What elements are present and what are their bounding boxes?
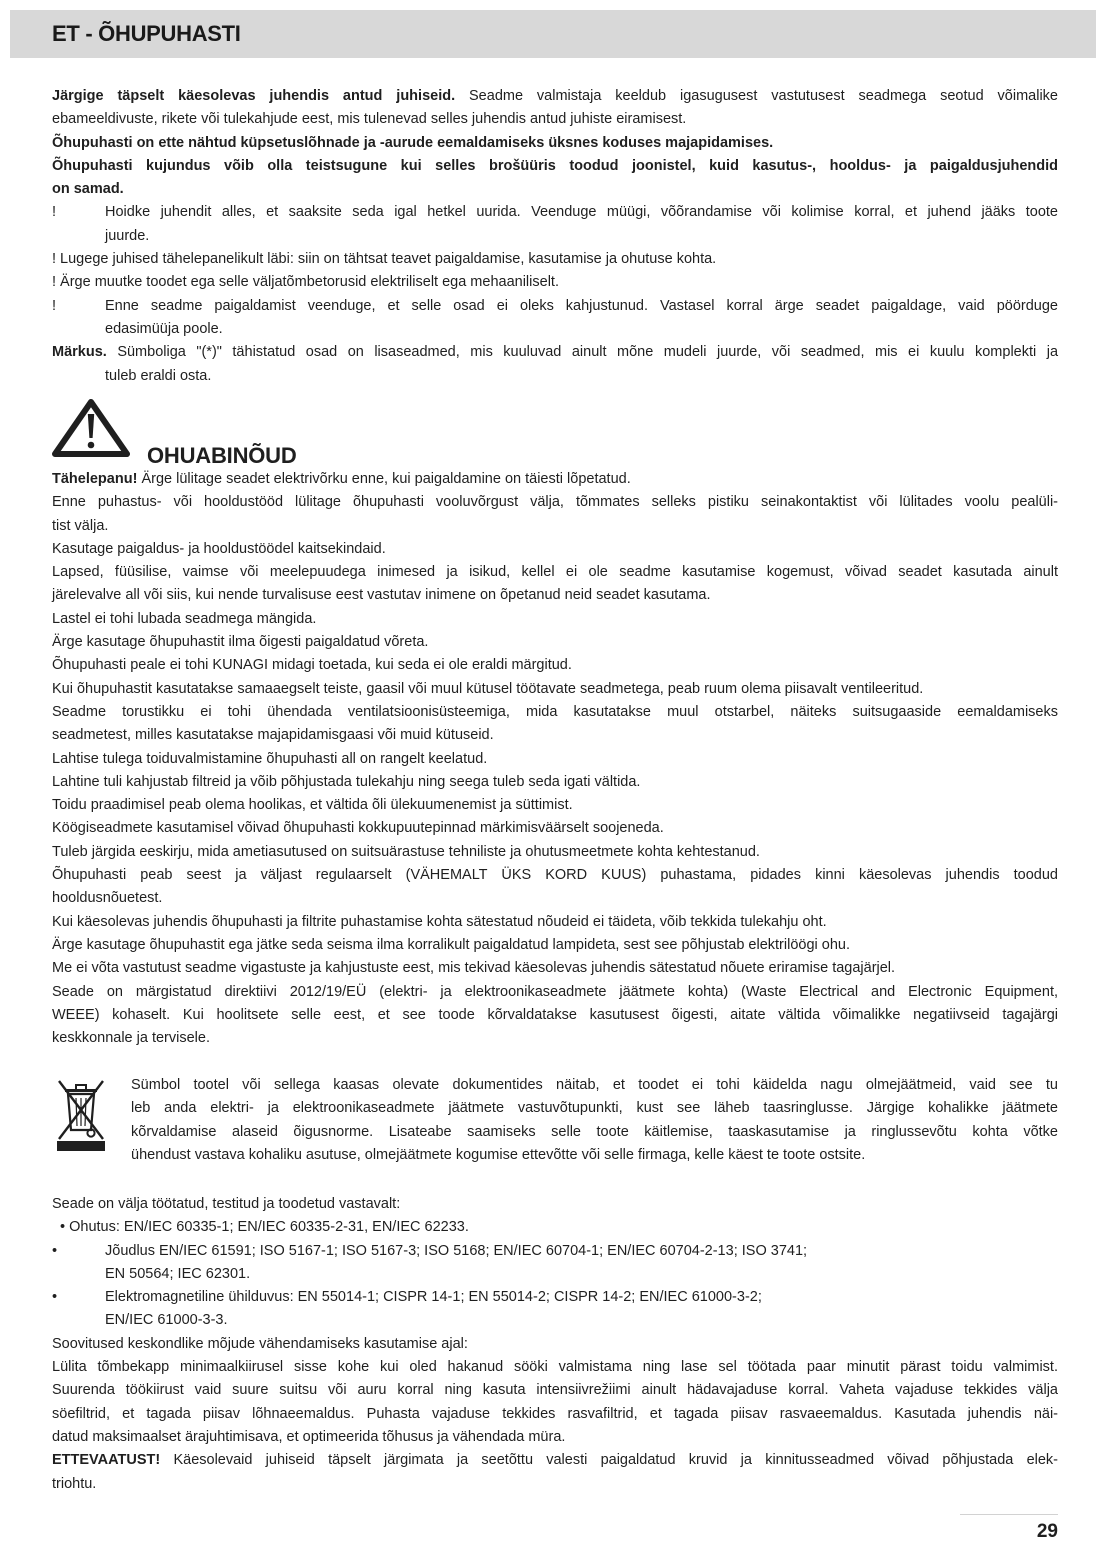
standard-text-continued: EN 50564; IEC 62301. bbox=[105, 1265, 251, 1282]
notice-text: Hoidke juhendit alles, et saaksite seda igal hetkel uurida. Veenduge müügi, võõrandamise või kolimise korral, et juhend jääks toote bbox=[105, 204, 1058, 221]
note-line bbox=[52, 341, 1058, 364]
safety-line: Seade on märgistatud direktiivi 2012/19/EÜ (elektri- ja elektroonikaseadmete jäätmete kohta) (Waste Electrical and Electronic Equipment, bbox=[52, 983, 1058, 1000]
safety-line: tist välja. bbox=[52, 517, 109, 534]
notice-text: ! Lugege juhised tähelepanelikult läbi: siin on tähtsat teavet paigaldamise, kasutamise ja ohutuse kohta. bbox=[52, 251, 717, 268]
design-note: Õhupuhasti kujundus võib olla teistsugune kui selles brošüüris toodud joonistel, kuid kasutus-, hooldus- ja paigaldusjuhendid bbox=[52, 157, 1058, 174]
attention-label: Tähelepanu! bbox=[52, 471, 138, 487]
intro-line bbox=[52, 85, 1058, 108]
safety-line: hooldusnõuetest. bbox=[52, 890, 163, 907]
safety-line: Lapsed, füüsilise, vaimse või meelepuudega inimesed ja isikud, kellel ei ole seadme kasutamise kogemust, võivad seadet kasutada ainult bbox=[52, 564, 1058, 581]
safety-line: keskkonnale ja tervisele. bbox=[52, 1030, 210, 1047]
standard-text: Elektromagnetiline ühilduvus: EN 55014-1; CISPR 14-1; EN 55014-2; CISPR 14-2; EN/IEC 61000-3-2; bbox=[105, 1289, 762, 1306]
safety-line: Kasutage paigaldus- ja hooldustöödel kaitsekindaid. bbox=[52, 540, 386, 557]
safety-line: Me ei võta vastutust seadme vigastuste ja kahjustuste eest, mis tekivad käesolevas juhendis sätestatud nõuete eriramise tagajärjel. bbox=[52, 960, 896, 977]
exclamation-mark: ! bbox=[52, 297, 57, 314]
bullet: • bbox=[52, 1289, 58, 1306]
safety-line: Ärge kasutage õhupuhastit ega jätke seda seisma ilma korralikult paigaldatud lampideta, sest see põhjustab elektrilöögi ohu. bbox=[52, 936, 850, 953]
safety-heading: OHUABINÕUD bbox=[147, 443, 297, 468]
notice-item bbox=[52, 295, 1058, 342]
safety-line: Õhupuhasti peale ei tohi KUNAGI midagi toetada, kui seda ei ole eraldi märgitud. bbox=[52, 657, 572, 674]
standard-text-continued: EN/IEC 61000-3-3. bbox=[105, 1312, 228, 1329]
section-header-bar bbox=[10, 10, 1096, 58]
safety-line: Seadme torustikku ei tohi ühendada ventilatsioonisüsteemiga, mida kasutatakse muul otstarbel, näiteks suitsugaaside eemaldamiseks bbox=[52, 703, 1058, 720]
safety-section bbox=[52, 468, 1058, 1050]
recommendation-line: Lülita tõmbekapp minimaalkiirusel sisse kohe kui oled hakanud sööki valmistama ning lase sel töötada paar minutit pärast toidu valmimist. bbox=[52, 1359, 1058, 1376]
crossed-out-wheelie-bin-icon bbox=[55, 1075, 107, 1153]
exclamation-bar bbox=[88, 414, 94, 438]
exclamation-dot bbox=[88, 442, 95, 449]
safety-line: Ärge kasutage õhupuhastit ilma õigesti paigaldatud võreta. bbox=[52, 634, 429, 651]
intro-section bbox=[52, 85, 1058, 388]
page-title: ET - ÕHUPUHASTI bbox=[52, 21, 241, 46]
bin-handle bbox=[76, 1085, 86, 1089]
liability-text: Seadme valmistaja keeldub igasugusest vastutusest seadmega seotud võimalike bbox=[469, 88, 1058, 104]
safety-line: Lahtine tuli kahjustab filtreid ja võib põhjustada tulekahju ning seega tuleb seda igati vältida. bbox=[52, 773, 641, 790]
safety-line: Toidu praadimisel peab olema hoolikas, et vältida õli ülekuumenemist ja süttimist. bbox=[52, 797, 573, 814]
liability-text-continued: ebameeldivuste, rikete või tulekahjude eest, mis tulenevad selles juhendis antud juhiste eiramisest. bbox=[52, 111, 687, 128]
safety-line: Lahtise tulega toiduvalmistamine õhupuhasti all on rangelt keelatud. bbox=[52, 750, 488, 767]
safety-line: Õhupuhasti peab seest ja väljast regulaarselt (VÄHEMALT ÜKS KORD KUUS) puhastama, pidades kinni käesolevas juhendis toodud bbox=[52, 867, 1058, 884]
standard-item bbox=[52, 1286, 1058, 1333]
safety-line: Kui õhupuhastit kasutatakse samaaegselt teiste, gaasil või muul kütusel töötavate seadmetega, peab ruum olema piisavalt ventileeritud. bbox=[52, 680, 924, 697]
note-label: Märkus. bbox=[52, 344, 107, 361]
caution-label: ETTEVAATUST! bbox=[52, 1452, 161, 1469]
notice-text: Enne seadme paigaldamist veenduge, et selle osad ei oleks kahjustunud. Vastasel korral ärge seadet paigaldage, vaid pöörduge bbox=[105, 297, 1058, 314]
notice-text-continued: edasimüüja poole. bbox=[105, 320, 223, 337]
standards-section bbox=[52, 1193, 1058, 1496]
design-note-continued: on samad. bbox=[52, 181, 124, 198]
bin-lid bbox=[65, 1089, 97, 1092]
standard-text: Jõudlus EN/IEC 61591; ISO 5167-1; ISO 5167-3; ISO 5168; EN/IEC 60704-1; EN/IEC 60704-2-13; ISO 3741; bbox=[105, 1242, 808, 1259]
recommendation-line: datud maksimaalset ärajuhtimisava, et optimeerida tõhusus ja vähendada müra. bbox=[52, 1428, 566, 1445]
footer-rule bbox=[960, 1514, 1058, 1515]
safety-line: Kui käesolevas juhendis õhupuhasti ja filtrite puhastamise kohta sätestatud nõudeid ei täideta, võib tekkida tulekahju oht. bbox=[52, 913, 827, 930]
recommendation-line: söefiltrid, et tagada piisav lõhnaeemaldus. Puhasta vajaduse tekkides rasvafiltrid, et tagada piisav rasvaeemaldus. Kasutada juhendis näi- bbox=[52, 1405, 1058, 1422]
note-text: Sümboliga "(*)" tähistatud osad on lisaseadmed, mis kuuluvad ainult mõne mudeli juurde, või seadmed, mis ei kuulu komplekti ja bbox=[117, 344, 1059, 361]
safety-line: Lastel ei tohi lubada seadmega mängida. bbox=[52, 610, 317, 627]
caution-text: Käesolevaid juhiseid täpselt järgimata ja seetõttu valesti paigaldatud kruvid ja kinnitusseadmed võivad põhjustada elek- bbox=[173, 1452, 1058, 1469]
caution-text-continued: triohtu. bbox=[52, 1475, 97, 1492]
exclamation-mark: ! bbox=[52, 204, 57, 221]
safety-line: WEEE) kohaselt. Kui hoolitsete selle eest, et see toode kõrvaldatakse kasutusest õigesti, aitate vältida võimalikke negatiivseid tagajärgi bbox=[52, 1006, 1058, 1023]
weee-line: leb anda elektri- ja elektroonikaseadmete jäätmete vastuvõtupunkti, kust see läheb taasringlusse. Järgige kohalikke jäätmete bbox=[131, 1100, 1058, 1117]
instructions-emphasis: Järgige täpselt käesolevas juhendis antud juhiseid. bbox=[52, 88, 456, 104]
standard-item bbox=[52, 1240, 1058, 1287]
notice-text-continued: juurde. bbox=[105, 227, 150, 244]
safety-line: Köögiseadmete kasutamisel võivad õhupuhasti kokkupuutepinnad märkimisväärselt soojeneda. bbox=[52, 820, 664, 837]
caution-line bbox=[52, 1449, 1058, 1472]
standards-intro: Seade on välja töötatud, testitud ja toodetud vastavalt: bbox=[52, 1196, 401, 1212]
weee-line: ühendust vastava kohaliku asutuse, olmejäätmete kogumise ettevõtte või selle firmaga, kelle käest te toote ostsite. bbox=[131, 1146, 866, 1163]
notice-item bbox=[52, 201, 1058, 248]
bullet: • bbox=[52, 1242, 58, 1259]
recommendations-heading: Soovitused keskondlike mõjude vähendamiseks kasutamise ajal: bbox=[52, 1335, 468, 1352]
warning-triangle-icon bbox=[50, 396, 132, 460]
safety-line: Tuleb järgida eeskirju, mida ametiasutused on suitsuärastuse tehniliste ja ohutusmeetmete kohta kehtestanud. bbox=[52, 843, 760, 860]
weee-section bbox=[131, 1074, 1058, 1167]
weee-line: Sümbol tootel või sellega kaasas olevate dokumentides näitab, et toodet ei tohi käidelda nagu olmejäätmeid, vaid see tu bbox=[131, 1077, 1058, 1093]
attention-text: Ärge lülitage seadet elektrivõrku enne, kui paigaldamine on täiesti lõpetatud. bbox=[141, 471, 631, 487]
weee-line: kõrvaldamise alaseid õigusnorme. Lisateabe saamiseks selle toote käitlemise, taaskasutamise ja ringlussevõtu kohta võtke bbox=[131, 1123, 1058, 1140]
weee-bar bbox=[57, 1141, 105, 1151]
note-text-continued: tuleb eraldi osta. bbox=[105, 367, 212, 384]
safety-line: seadmetest, milles kasutatakse majapidamisgaasi või muid kütuseid. bbox=[52, 727, 494, 744]
safety-line: Enne puhastus- või hooldustööd lülitage õhupuhasti vooluvõrgust välja, tõmmates selleks pistiku seinakontaktist või lülitades voolu pealüli- bbox=[52, 494, 1058, 511]
safety-line: järelevalve all või siis, kui nende turvalisuse eest vastutav inimene on õpetanud neid seadet kasutama. bbox=[52, 587, 711, 604]
notice-text: ! Ärge muutke toodet ega selle väljatõmbetorusid elektriliselt ega mehaaniliselt. bbox=[52, 274, 559, 291]
attention-line bbox=[52, 468, 1058, 491]
standard-item-safety: • Ohutus: EN/IEC 60335-1; EN/IEC 60335-2-31, EN/IEC 62233. bbox=[60, 1219, 469, 1236]
page-number: 29 bbox=[1036, 1521, 1058, 1542]
household-use-statement: Õhupuhasti on ette nähtud küpsetuslõhnade ja -aurude eemaldamiseks üksnes koduses majapidamises. bbox=[52, 134, 774, 151]
recommendation-line: Suurenda töökiirust vaid suure suitsu või auru korral ning kasuta intensiivrežiimi ainult hädavajaduse korral. Vaheta vajaduse tekkides välja bbox=[52, 1382, 1058, 1399]
